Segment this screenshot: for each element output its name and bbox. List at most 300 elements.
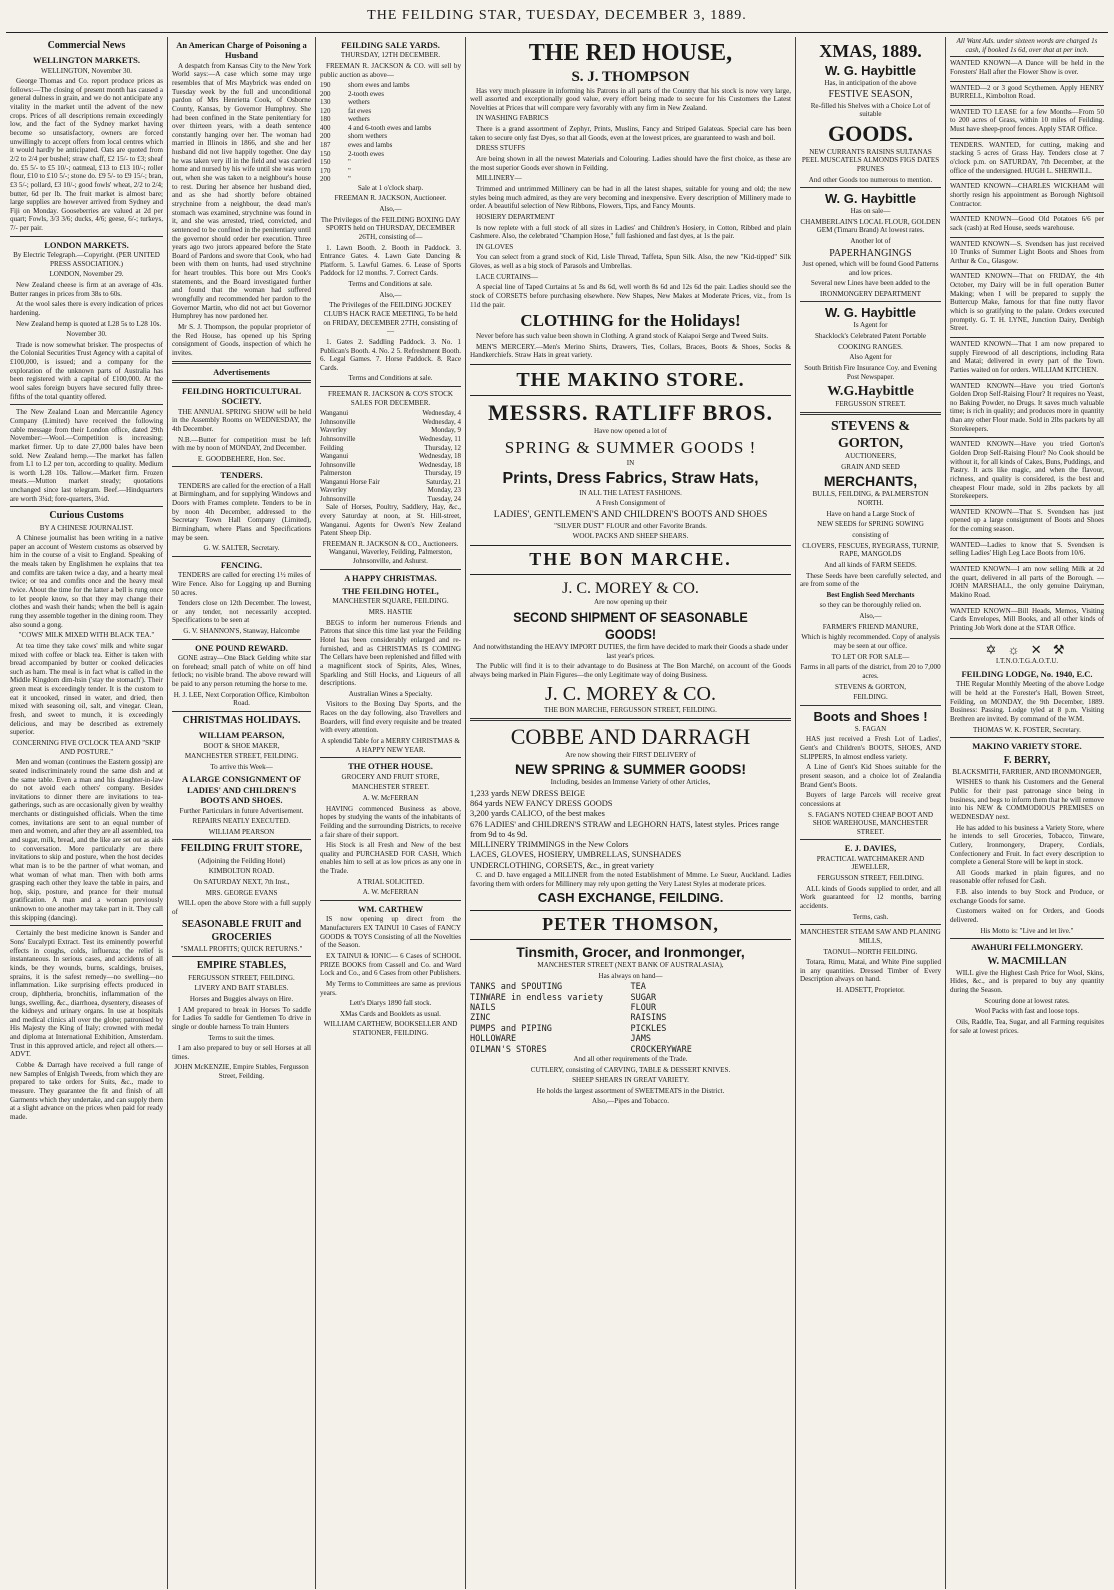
ad-text: Sale of Horses, Poultry, Saddlery, Hay, &c., every Saturday at noon, at St. Hill-street, Wanganui. Agents for Owen's New Zealand Patent Sheep Dip. [320,503,461,538]
ad-text: The Public will find it is to their advantage to do Business at The Bon Marché, on account of the Goods always being marked in Plain Figures—the only Legitimate way of doing Business. [470,662,791,680]
ad-subheading: MILLINERY— [476,174,522,183]
schedule-row [320,469,461,478]
stock-count: 400 [320,123,331,132]
goods-line: 676 LADIES' and CHILDREN'S STRAW and LEGHORN HATS, latest styles. Prices range from 9d to 4s 9d. [470,819,780,839]
want-ad: WANTED KNOWN—That S. Svendsen has just opened up a large consignment of Boots and Shoes for the coming season. [950,505,1104,536]
stevens-gorton: STEVENS & GORTON, [831,418,910,451]
ad-text: There is a grand assortment of Zephyr, Prints, Muslins, Fancy and Striped Galateas. Special care has been taken to secure only fast Dyes, so that all Goods, even at the lowest prices, are guaranteed to wash and boil. [470,125,791,142]
want-ad: WANTED TO LEASE for a few Months—From 50 to 200 acres of Grass, within 10 miles of Feilding. Must have sheep-proof fences. Apply STAR Office. [950,105,1104,136]
schedule-place: Johnsonville [320,434,356,443]
stock-list [320,81,461,183]
ad-text: To arrive this Week— [210,762,273,771]
ad-text: CHAMBERLAIN'S LOCAL FLOUR, GOLDEN GEM (Timaru Brand) At lowest rates. [800,217,941,235]
column-4 [466,37,796,1589]
article-paragraph: At the wool sales there is every indication of prices hardening. [10,300,163,317]
ad-text: Several new Lines have been added to the [810,279,931,288]
london-markets-heading: LONDON MARKETS. [44,239,129,250]
ad-text: And all kinds of FARM SEEDS. [824,560,917,569]
ad-title: SEASONABLE FRUIT and GROCERIES [181,919,302,943]
ad-heading: A HAPPY CHRISTMAS. [344,572,437,583]
schedule-date: Thursday, 12 [424,443,461,452]
ad-text: THE BON MARCHE, FERGUSSON STREET, FEILDING. [544,706,717,715]
ad-text: PRACTICAL WATCHMAKER AND JEWELLER, [816,854,925,872]
item: RAISINS [630,1013,667,1024]
haybittle-name: W. G. Haybittle [824,305,916,321]
ad-text: Have now opened a lot of [593,427,668,436]
peter-thomson-title: PETER THOMSON, [542,914,719,935]
ad-heading: FENCING. [220,559,263,570]
cash-exchange: CASH EXCHANGE, FEILDING. [537,890,724,906]
schedule-date: Wednesday, 18 [418,452,461,461]
ad-text: My Terms to Committees are same as previous years. [320,979,461,997]
ad-text: Are being shown in all the newest Materials and Colouring. Ladies should have the first choice, as these are the most superior Goods ever shown in Feilding. [470,155,791,172]
ad-text: MANCHESTER STREET (NEXT BANK OF AUSTRALASIA), [537,961,724,970]
article-paragraph: The New Zealand Loan and Mercantile Agency Company (Limited) have received the following cable message from their London office, dated 29th November:—Wool.—Competition is increasing; market firmer. Up to date 27,000 bales have been sold. New Zealand hemp.—The market has fallen from L1 to L2 per ton, according to quality. Medium is worth L28 10s. Tallow.—Market firm. Frozen meats.—Mutton market steady; quotations unchanged since last telegram. Beef.—Hindquarters are worth 3¼d; fore-quarters, 3¼d. [10,408,163,503]
ad-title: WILLIAM PEARSON, [198,730,285,741]
stock-row [320,150,461,159]
ad-text: S. FAGAN [854,724,887,733]
ad-text: BULLS, FEILDING, & PALMERSTON NORTH. [812,490,929,508]
item: TINWARE in endless variety [470,992,604,1003]
stock-row [320,90,461,99]
stock-count: 170 [320,166,331,175]
ad-text: A. W. McFERRAN [362,793,419,802]
curious-customs-heading: Curious Customs [49,510,124,522]
stock-count: 200 [320,89,331,98]
want-ad: TENDERS. WANTED, for cutting, making and stacking 5 acres of Grass Hay. Tenders close at 7 o'clock p.m. on SATURDAY, 7th December, at the office of the undersigned. HUGH L. SHERWILL. [950,138,1104,178]
ad-text: Sale at 1 o'clock sharp. [357,183,424,192]
ad-text: TENDERS are called for erecting 1½ miles of Wire Fence. Also for Logging up and Burning 50 acres. [172,571,311,597]
ad-text: "SILVER DUST" FLOUR and other Favorite Brands. [554,521,707,530]
ad-text: "SMALL PROFITS; QUICK RETURNS." [180,944,303,953]
ad-text: Trimmed and untrimmed Millinery can be had in all the latest shapes, suitable for young and old; the new styles being much admired, as they are very becoming and inexpensive. Every description of Millinery made to order. A beautiful selection of New Ribbons, Flowers, Tips, and Fancy Mounts. [470,184,791,211]
ad-text: Best English Seed Merchants [826,590,915,599]
ad-text: Also,—Pipes and Tobacco. [592,1097,669,1106]
ad-text: South British Fire Insurance Coy. and Evening Post Newspaper. [804,363,937,381]
ad-text: MRS. HASTIE [368,608,413,617]
ad-text: And all other requirements of the Trade. [573,1054,688,1063]
ad-text: KIMBOLTON ROAD. [208,867,275,876]
ad-text: IS now opening up direct from the Manufacturers EX TAINUI 10 Cases of FANCY GOODS & TOYS Consisting of all the Novelties of the Season. [320,915,461,950]
stock-row [320,98,461,107]
ad-subheading: DRESS STUFFS [476,144,526,153]
item: PUMPS and PIPING [470,1023,552,1034]
ad-text: Australian Wines a Specialty. [348,689,433,698]
stock-row [320,132,461,141]
ad-text: WILL open the above Store with a full supply of [172,899,311,916]
byline: By Electric Telegraph.—Copyright. (PER UNITED PRESS ASSOCIATION.) [13,251,160,268]
ad-text: Scouring done at lowest rates. [984,996,1070,1005]
ad-text: MANCHESTER SQUARE, FEILDING. [332,597,449,606]
ad-signature: G. W. SALTER, Secretary. [203,544,280,553]
dateline: November 30. [66,330,107,339]
ad-title: F. BERRY, [1003,754,1051,766]
ad-text: Has very much pleasure in informing his Patrons in all parts of the Country that his stock is now very large, well assorted and exceptionally good value, every effort being made to secure for his Customers the Latest Novelties at Prices that will compare very favorably with any firm in New Zealand. [470,86,791,112]
ad-title: THE FEILDING HOTEL, [342,586,439,597]
ad-text: Horses and Buggies always on Hire. [189,994,294,1003]
article-paragraph: Cobbe & Darragh have received a full range of new Samples of Enlgish Tweeds, from which they are prepared to take orders for Suits, &c., made to measure. They guarantee the fit and finish of all Garments which they undertake, and can supply them at a slight advance on the prices when paid for ready made. [10,1061,163,1121]
ad-text: Customers waited on for Orders, and Goods delivered. [950,907,1104,925]
stock-desc: fat ewes [348,106,372,115]
ad-text: Has, in anticipation of the above [824,78,917,87]
schedule-row [320,435,461,444]
ad-text: WISHES to thank his Customers and the General Public for their past patronage since being in business, and begs to inform them that he will remove into his NEW & COMMODIOUS PREMISES on WEDNESDAY next. [950,778,1104,821]
stock-row [320,158,461,167]
ad-text: Also,— [379,290,402,299]
stock-count: 150 [320,158,331,167]
want-ads-notice: All Want Ads. under sixteen words are charged 1s cash, if booked 1s 6d, over that at per inch. [956,37,1098,54]
ad-text: MRS. GEORGE EVANS [205,888,278,897]
ad-subheading: IN GLOVES [476,242,514,251]
item-grid [470,982,791,1055]
tinsmith-line: Tinsmith, Grocer, and Ironmonger, [516,943,745,960]
ad-signature: WILLIAM CARTHEW, BOOKSELLER AND STATIONER, FEILDING. [323,1020,458,1038]
ad-text: A Line of Gent's Kid Shoes suitable for the present season, and a choice lot of Zealandia Brand Gent's Boots. [800,763,941,789]
article-paragraph: Mr S. J. Thompson, the popular proprietor of the Red House, has opened up his Spring consignment of Goods, inspection of which he invites. [172,322,311,357]
ad-text: And notwithstanding the HEAVY IMPORT DUTIES, the firm have decided to mark their Goods a shade under last year's prices. [472,643,789,660]
ad-text: Including, besides an Immense Variety of other Articles, [550,778,711,787]
ad-text: THURSDAY, 12TH DECEMBER. [340,51,441,60]
stock-row [320,124,461,133]
haybittle-name: W. G. Haybittle [824,191,916,207]
ad-text: Terms and Conditions at sale. [348,374,433,383]
ad-text: Is Agent for [853,321,888,330]
ad-title: A LARGE CONSIGNMENT OF LADIES' AND CHILDREN'S BOOTS AND SHOES. [181,774,302,806]
ad-heading: MAKINO VARIETY STORE. [972,741,1082,752]
stock-desc: shorn wethers [348,132,388,141]
ad-text: GONE astray—One Black Gelding white star on forehead; small patch of white on off hind fetlock; no visible brand. The above reward will be paid to any person returning the horse to me. [172,654,311,689]
goods-title: GOODS. [828,120,913,146]
stock-desc: " [348,158,351,167]
ad-text: WOOL PACKS AND SHEEP SHEARS. [572,532,689,541]
schedule-date: Monday, 23 [427,486,461,495]
article-paragraph: New Zealand hemp is quoted at L28 5s to L28 10s. [16,319,162,328]
column-5 [796,37,946,1589]
masonic-symbols-icon: ✡ ☼ ✕ ⚒ [985,641,1069,657]
ad-heading: ONE POUND REWARD. [195,642,288,653]
ad-signature: FREEMAN R. JACKSON & CO., Auctioneers. Wanganui, Waverley, Feilding, Palmerston, Johnsonville, and Ashurst. [322,539,459,566]
ad-text: Just opened, which will be found Good Patterns and low prices. [802,259,939,277]
ad-text: BEGS to inform her numerous Friends and Patrons that since this time last year the Feilding Hotel has been considerably enlarged and re-furnished, and as CHRISTMAS IS COMING The Cellars have been replenished and filled with a magnificent stock of Spirits, Ales, Wines, Sparkling and Still Hocks, and Liqueurs of all descriptions. [320,618,461,688]
schedule-place: Wanganui [320,452,349,461]
article-paragraph: A Chinese journalist has been writing in a native paper an account of Western customs as observed by him in the course of a visit to England. Speaking of the meals taken by Englishmen he explains that tea and comfits are taken twice a day, and a hearty meal twice; or tea and comfits once and the heavy meal twice. About the time for the latter a bell is rung once to let people know, so that they may change their clothes and wash their hands; when the bell is again rung they assemble together in the dining room. They also sound a gong. [10,534,163,629]
ad-text: The Privileges of the FEILDING JOCKEY CLUB'S HACK RACE MEETING, To be held on FRIDAY, DECEMBER 27TH, consisting of— [323,301,458,336]
ad-text: Terms, cash. [852,912,889,921]
schedule-date: Saturday, 21 [426,477,461,486]
ad-signature: WILLIAM PEARSON [208,827,275,836]
ad-signature: E. GOODBEHERE, Hon. Sec. [197,454,286,463]
ad-text: Farms in all parts of the district, from 20 to 7,000 acres. [800,663,941,680]
schedule-date: Wednesday, 4 [422,417,461,426]
ad-text: HAS just received a Fresh Lot of Ladies', Gent's and Children's BOOTS, SHOES, AND SLIPPERS, In almost endless variety. [800,735,941,761]
prints-line: Prints, Dress Fabrics, Straw Hats, [502,470,759,488]
ad-signature: FREEMAN R. JACKSON, Auctioneer. [334,194,447,203]
ad-text: Is now replete with a full stock of all sizes in Ladies' and Children's Hosiery, in Cotton, Ribbed and plain Cashmere. Also, the celebrated "Champion Hose," full fashioned and fast dyes, at 1s the pair. [470,223,791,241]
stock-desc: shorn ewes and lambs [348,81,410,90]
stock-count: 187 [320,141,331,149]
boots-line: LADIES', GENTLEMEN'S AND CHILDREN'S BOOTS AND SHOES [493,509,768,520]
ad-text: CLOVERS, FESCUES, RYEGRASS, TURNIP, RAPE, MANGOLDS [802,541,939,559]
ad-text: SHEEP SHEARS IN GREAT VARIETY. [572,1076,689,1085]
want-ad: WANTED—2 or 3 good Scythemen. Apply HENRY BURRELL, Kimbolton Road. [950,81,1104,103]
lodge-symbol-text: I.T.N.O.T.G.A.O.T.U. [995,657,1059,666]
item: CROCKERYWARE [630,1044,692,1055]
ad-text: His Motto is: "Live and let live." [980,926,1074,935]
ad-text: Totara, Rimu, Matai, and White Pine supplied in any quantities. Dressed Timber of Every Description always on hand. [800,958,941,984]
ad-text: These Seeds have been carefully selected, and are from some of the [800,571,941,589]
makino-title: THE MAKINO STORE. [516,368,745,391]
goods-line: LACES, GLOVES, HOSIERY, UMBRELLAS, SUNSHADES [470,850,682,860]
haybittle-name: W.G.Haybittle [827,384,914,400]
ad-heading: E. J. DAVIES, [844,843,897,854]
ad-text: Has always on hand— [598,971,663,980]
goods-list [470,789,791,871]
ad-text: Re-filled his Shelves with a Choice Lot of suitable [810,101,931,119]
ad-text: FERGUSSON STREET, FEILDING. [817,874,924,883]
want-ad: WANTED KNOWN—That on FRIDAY, the 4th October, my Dairy will be in full operation Butter Making; when I will be prepared to supply the Buttercup Make, famous for that fine nutty flavor which is so gratifying to the palate. Orders executed promptly. G. T. H. LYNE, Junction Dairy, Denbigh Street. [950,269,1104,334]
stock-desc: wethers [348,115,370,124]
want-ads [950,56,1104,634]
stock-row [320,115,461,124]
schedule-row [320,409,461,418]
schedule-row [320,444,461,453]
want-ad: WANTED KNOWN—A Dance will be held in the Foresters' Hall after the Flower Show is over. [950,56,1104,78]
schedule-date: Tuesday, 24 [427,494,461,503]
advertisements-heading: Advertisements [213,366,270,377]
stock-desc: 2-tooth ewes [348,89,384,98]
ad-text: COOKING RANGES. [838,342,903,351]
ad-heading: TENDERS. [220,470,263,481]
schedule-row [320,418,461,427]
ad-text: FERGUSSON STREET, FEILDING. [188,973,295,982]
schedule-place: Johnsonville [320,460,356,469]
ad-title: W. MACMILLAN [987,955,1067,967]
stock-count: 130 [320,98,331,107]
ad-text: Lett's Diarys 1890 fall stock. [349,999,432,1008]
jc-morey: J. C. MOREY & CO. [562,579,699,597]
ad-text: BLACKSMITH, FARRIER, AND IRONMONGER, [952,767,1102,776]
ad-text: ALL kinds of Goods supplied to order, and all Work guaranteed for 12 months, barring accidents. [800,884,941,910]
red-house-proprietor: S. J. THOMPSON [571,69,690,86]
jc-morey-2: J. C. MOREY & CO. [545,682,716,705]
schedule-date: Wednesday, 18 [418,460,461,469]
ad-text: A splendid Table for a MERRY CHRISTMAS & A HAPPY NEW YEAR. [321,737,460,754]
byline: BY A CHINESE JOURNALIST. [39,523,134,532]
schedule-place: Palmerston [320,469,352,478]
ad-text: 1. Lawn Booth. 2. Booth in Paddock. 3. Entrance Gates. 4. Lawn Gate Dancing & Platform. 5. Lawful Games. 6. Lease of Sports Paddock for 12 months. 7. Correct Cards. [320,243,461,278]
ad-text: IN ALL THE LATEST FASHIONS. [579,488,682,497]
ad-text: IN [626,458,635,467]
ad-text: TO LET OR FOR SALE— [831,652,910,661]
want-ad: WANTED KNOWN—I am now selling Milk at 2d the quart, delivered in all parts of the Borough. —JOHN MARSHALL, the only genuine Dairyman, Makino Road. [950,562,1104,602]
ad-text: His Stock is all Fresh and New of the best quality and PURCHASED FOR CASH, Which enables him to sell at as low prices as any one in the Trade. [320,841,461,876]
haybittle-name: W. G. Haybittle [824,62,916,78]
goods-line: 1,233 yards NEW DRESS BEIGE [470,788,585,798]
want-ad: WANTED KNOWN—S. Svendsen has just received 10 Trunks of Summer Light Boots and Shoes from Arthur & Co., Glasgow. [950,237,1104,268]
article-paragraph: George Thomas and Co. report produce prices as follows:—The closing of present month has caused a general dulness in grain, and we do not anticipate any vitality in the market until the advent of the new crops. Prices of all descriptions remain exceedingly low, and the fact of the Sydney market having become so unsatisfactory, owners are forced unwillingly to accept offers from local centres which it would hardly be anticipated. Oats are quoted from 2/2 to 2/4 per bushel; straw chaff, £2 15/- to £3; sheaf do. £5 5/- to £5 10/-; oatmeal, £13 to £13 10/-; roller flour, £10 to £10 5/-; stone do. £9 5/- to £9 15/-; bran, £3 5/-; pollard, £3 10/-; good fowls' wheat, 2/2 to 2/4; butter, 6d per lb. The fruit market is almost bare; large supplies are however arrived from Sydney and Fiji on Monday. Gooseberries are valued at 2d per quart; Fowls, 3/3 3/6; ducks, 4/6; geese, 6/-; turkeys, 7/- per pair. [10,77,163,233]
column-1 [6,37,168,1589]
ad-text: Are now opening up their [594,598,667,607]
ad-text: Are now showing their FIRST DELIVERY of [565,750,696,759]
ad-text: XMas Cards and Booklets as usual. [340,1009,441,1018]
ad-text: Have on hand a Large Stock of [826,509,915,518]
schedule-date: Thursday, 19 [424,469,461,478]
ad-text: (Adjoining the Feilding Hotel) [198,856,285,865]
ad-text: I AM prepared to break in Horses To saddle for Ladies To saddle for Gentlemen To drive in single or double harness To train Hunters [172,1005,311,1031]
item: FLOUR [630,1003,657,1014]
schedule-date: Monday, 9 [431,426,461,435]
bon-marche-title: THE BON MARCHE. [529,548,732,569]
stock-desc: 4 and 6-tooth ewes and lambs [348,123,432,132]
ad-signature: S. FAGAN'S NOTED CHEAP BOOT AND SHOE WAREHOUSE, MANCHESTER STREET. [808,810,933,836]
ad-text: AUCTIONEERS, [844,452,897,461]
goods-line: UNDERCLOTHING, CORSETS, &c., in great variety [470,860,654,870]
ad-text: Terms to suit the times. [208,1033,275,1042]
ad-text: Wool Packs with fast and loose tops. [974,1007,1080,1016]
item: TANKS and SPOUTING [470,982,563,993]
ad-heading: EMPIRE STABLES, [196,960,287,972]
ad-signature: STEVENS & GORTON, [835,682,906,691]
ad-text: 1. Gates 2. Saddling Paddock. 3. No. 1 Publican's Booth. 4. No. 2 5. Refreshment Booth. 6. Legal Games. 7. Horse Paddock. 8. Race Cards. [320,337,461,372]
ad-text: THE Regular Monthly Meeting of the above Lodge will be held at the Forester's Hall, Bowen Street, Feilding, on MONDAY, the 9th December, 1889. Business: Passing. Lodge tyled at 8 p.m. Visiting Brethren are invited. By command of the W.M. [950,680,1104,723]
columns [6,37,1108,1589]
ad-text: I am also prepared to buy or sell Horses at all times. [172,1044,311,1061]
merchants: MERCHANTS, [823,473,918,490]
ad-text: Buyers of large Parcels will receive great concessions at [800,791,941,808]
ad-signature: THOMAS W. K. FOSTER, Secretary. [973,725,1081,734]
schedule-row [320,495,461,504]
goods-line: 3,200 yards CALICO, of the best makes [470,809,605,819]
schedule-place: Waverley [320,426,347,435]
ad-text: NEW CURRANTS RAISINS SULTANAS PEEL MUSCATELS ALMONDS FIGS DATES PRUNES [801,147,940,174]
stock-desc: 2-tooth ewes [348,149,384,158]
ad-text: MEN'S MERCERY.—Men's Merino Shirts, Drawers, Ties, Collars, Braces, Boots & Shoes, Socks & Handkerchiefs. Straw Hats in great variety. [470,342,791,360]
ad-text: WILL give the Highest Cash Price for Wool, Skins, Hides, &c., and is prepared to buy any quantity during the Season. [950,968,1104,995]
schedule-row [320,461,461,470]
makino-store-ad [470,364,791,396]
schedule-date: Wednesday, 11 [419,434,461,443]
ad-text: Visitors to the Boxing Day Sports, and the Races on the day following, also Travellers and Boarders, will find every requisite and be treated with every attention. [320,700,461,735]
ad-text: C. and D. have engaged a MILLINER from the noted Establishment of Mmme. Le Sueur, Auckland. Ladies favoring them with orders for Millinery may rely upon getting the Very Latest Styles at moderate prices. [470,870,791,888]
masthead-title: THE FEILDING STAR, TUESDAY, DECEMBER 3, 1889. [367,8,747,23]
item: SUGAR [630,992,657,1003]
festive-season: FESTIVE SEASON, [828,89,913,101]
dateline: WELLINGTON, November 30. [41,66,132,75]
item: OILMAN'S STORES [470,1044,547,1055]
stock-count: 190 [320,81,331,90]
ad-text: Terms and Conditions at sale. [348,280,433,289]
boots-shoes-title: Boots and Shoes ! [813,708,928,724]
schedule-place: Wanganui [320,409,349,418]
ad-text: MANCHESTER STREET. [351,783,430,792]
schedule-place: Johnsonville [320,417,356,426]
ad-text: Shacklock's Celebrated Patent Portable [814,331,926,340]
ad-text: Has on sale— [850,207,891,216]
ad-text: Never before has such value been shown in Clothing. A grand stock of Kaiapoi Serge and Tweed Suits. [476,332,769,341]
goods-line: MILLINERY TRIMMINGS in the New Colors [470,840,629,850]
xmas-title: XMAS, 1889. [819,41,922,61]
ad-text: FARMER'S FRIEND MANURE, [822,622,919,631]
ad-text: Also Agent for [849,353,892,362]
ad-heading: MANCHESTER STEAM SAW AND PLANING MILLS, [800,928,941,945]
ad-text: so they can be thoroughly relied on. [819,601,922,610]
stock-count: 200 [320,132,331,141]
ad-text: GROCERY AND FRUIT STORE, [341,772,440,781]
ad-signature: H. ADSETT, Proprietor. [836,986,905,995]
stock-count: 200 [320,175,331,184]
ad-text: N.B.—Butter for competition must be left with me by noon of MONDAY, 2nd December. [172,435,311,453]
item: TEA [630,982,646,993]
want-ad: WANTED—Ladies to know that S. Svendsen is selling Ladies' High Leg Lace Boots from 10/6. [950,538,1104,560]
want-ad: WANTED KNOWN—Have you tried Gorton's Golden Drop Self-Raising Flour? No Cook should be without it, for all kinds of Cakes, Buns, Puddings, and Pastry. It acts like magic, and when the flavour, richness, and quality is considered, is the best and cheapest Flour made, sold in 2lbs packets by all Storekeepers. [950,437,1104,502]
cobbe-darragh-title: COBBE AND DARRAGH [510,723,751,749]
stock-desc: " [348,175,351,184]
stock-row [320,81,461,90]
stock-count: 150 [320,149,331,158]
subheading: "COWS' MILK MIXED WITH BLACK TEA." [18,631,155,640]
ad-text: GRAIN AND SEED [841,462,900,471]
column-2 [168,37,316,1589]
bon-marche-ad [470,545,791,575]
want-ad: WANTED KNOWN—CHARLES WICKHAM will shortly resign his appointment as Borough Nightsoil Contractor. [950,179,1104,210]
schedule-place: Feilding [320,443,344,452]
stock-row [320,107,461,116]
ad-text: Oils, Raddle, Tea, Sugar, and all Farming requisites for sale at lowest prices. [950,1018,1104,1035]
want-ad: WANTED KNOWN—Bill Heads, Memos, Visiting Cards Envelopes, Mill Books, and all other kinds of Printing Job Work done at the STAR Office. [950,604,1104,635]
want-ad: WANTED KNOWN—Good Old Potatoes 6/6 per sack (cash) at Red House, seeds warehouse. [950,212,1104,234]
ad-text: The Privileges of the FEILDING BOXING DAY SPORTS held on THURSDAY, DECEMBER 26TH, consisting of— [320,215,461,241]
second-shipment: SECOND SHIPMENT OF SEASONABLE GOODS! [513,608,748,643]
new-spring-goods: NEW SPRING & SUMMER GOODS! [514,761,746,778]
ad-heading: WM. CARTHEW [357,904,424,915]
ad-signature: H. J. LEE, Next Corporation Office, Kimbolton Road. [173,690,310,708]
ad-heading: FEILDING LODGE, No. 1940, E.C. [961,669,1093,680]
ad-text: Also,— [379,204,402,213]
schedule-place: Waverley [320,486,347,495]
ad-text: consisting of [852,530,889,539]
ad-text: THE ANNUAL SPRING SHOW will be held in the Assembly Rooms on WEDNESDAY, the 4th December. [172,407,311,433]
stock-count: 120 [320,106,331,115]
schedule-date: Wednesday, 4 [422,409,461,418]
ad-signature: A. W. McFERRAN [362,888,419,897]
article-paragraph: New Zealand cheese is firm at an average of 43s. Butter ranges in prices from 38s to 60s. [10,281,163,298]
item: HOLLOWARE [470,1034,517,1045]
dateline: LONDON, November 29. [49,270,124,279]
ad-signature: G. V. SHANNON'S, Stanway, Halcombe [183,627,300,636]
schedule-place: Johnsonville [320,494,356,503]
schedule-row [320,452,461,461]
ad-text: A Fresh Consignment of [595,499,666,508]
item: PICKLES [630,1023,667,1034]
goods-line: 864 yards NEW FANCY DRESS GOODS [470,799,613,809]
red-house-title: THE RED HOUSE, [528,40,733,66]
column-3 [316,37,466,1589]
spring-summer-goods: SPRING & SUMMER GOODS ! [504,437,757,457]
ad-text: He holds the largest assortment of SWEETMEATS in the District. [536,1086,725,1095]
ad-text: FERGUSSON STREET. [835,400,906,409]
stock-desc: " [348,166,351,175]
ad-text: Further Particulars in future Advertisement. [179,806,304,815]
ad-text: Another lot of [850,237,891,246]
article-paragraph: At tea time they take cows' milk and white sugar mixed with coffee or black tea. Either is taken with bread accompanied by butter or cooked delicacies such as ham. The meal is in fact what is called in the Middle Kingdom dim-hsin ('stay the stomach'). Their green meat is exceedingly tender. It is the custom to eat it uncooked, rinsed in water, and dried, then mixed with seasoning oil, salt, and vinegar. Clean, fresh, and sweet to munch, it is exceedingly delicious, and may be described as extremely superior. [10,641,163,737]
peter-thomson-ad [470,910,791,940]
stock-row [320,167,461,176]
article-paragraph: Men and woman (continues the Eastern gossip) are seated indiscriminately round the same dish and at the same table. Even a man and his daughter-in-law do not avoid each others' company. Besides invitations to dinner there are invitations to tea-gatherings, such as are occasionally given by wealthy merchants or distinguished officials. When the time comes, invitations are sent to an equal number of men and women, and after they are all assembled, tea and sugar, milk, bread, and the like are set out as aids to conversation. More particularly are there invitations to skip and posture, when the host decides what man is to be the partner of what woman, and what woman of what man. Then with both arms grasping each other they leave the table in pairs, and hop, skip, posture, and prance for their mutual gratification. A man and a woman previously unknown to one another may take part in it. They call this skipping (dancing). [10,758,163,922]
ad-text: F.B. also intends to buy Stock and Produce, or exchange Goods for same. [950,888,1104,905]
clothing-banner: CLOTHING for the Holidays! [520,311,741,331]
ad-heading: FEILDING SALE YARDS. [341,40,440,50]
ad-text: And other Goods too numerous to mention. [808,175,933,184]
